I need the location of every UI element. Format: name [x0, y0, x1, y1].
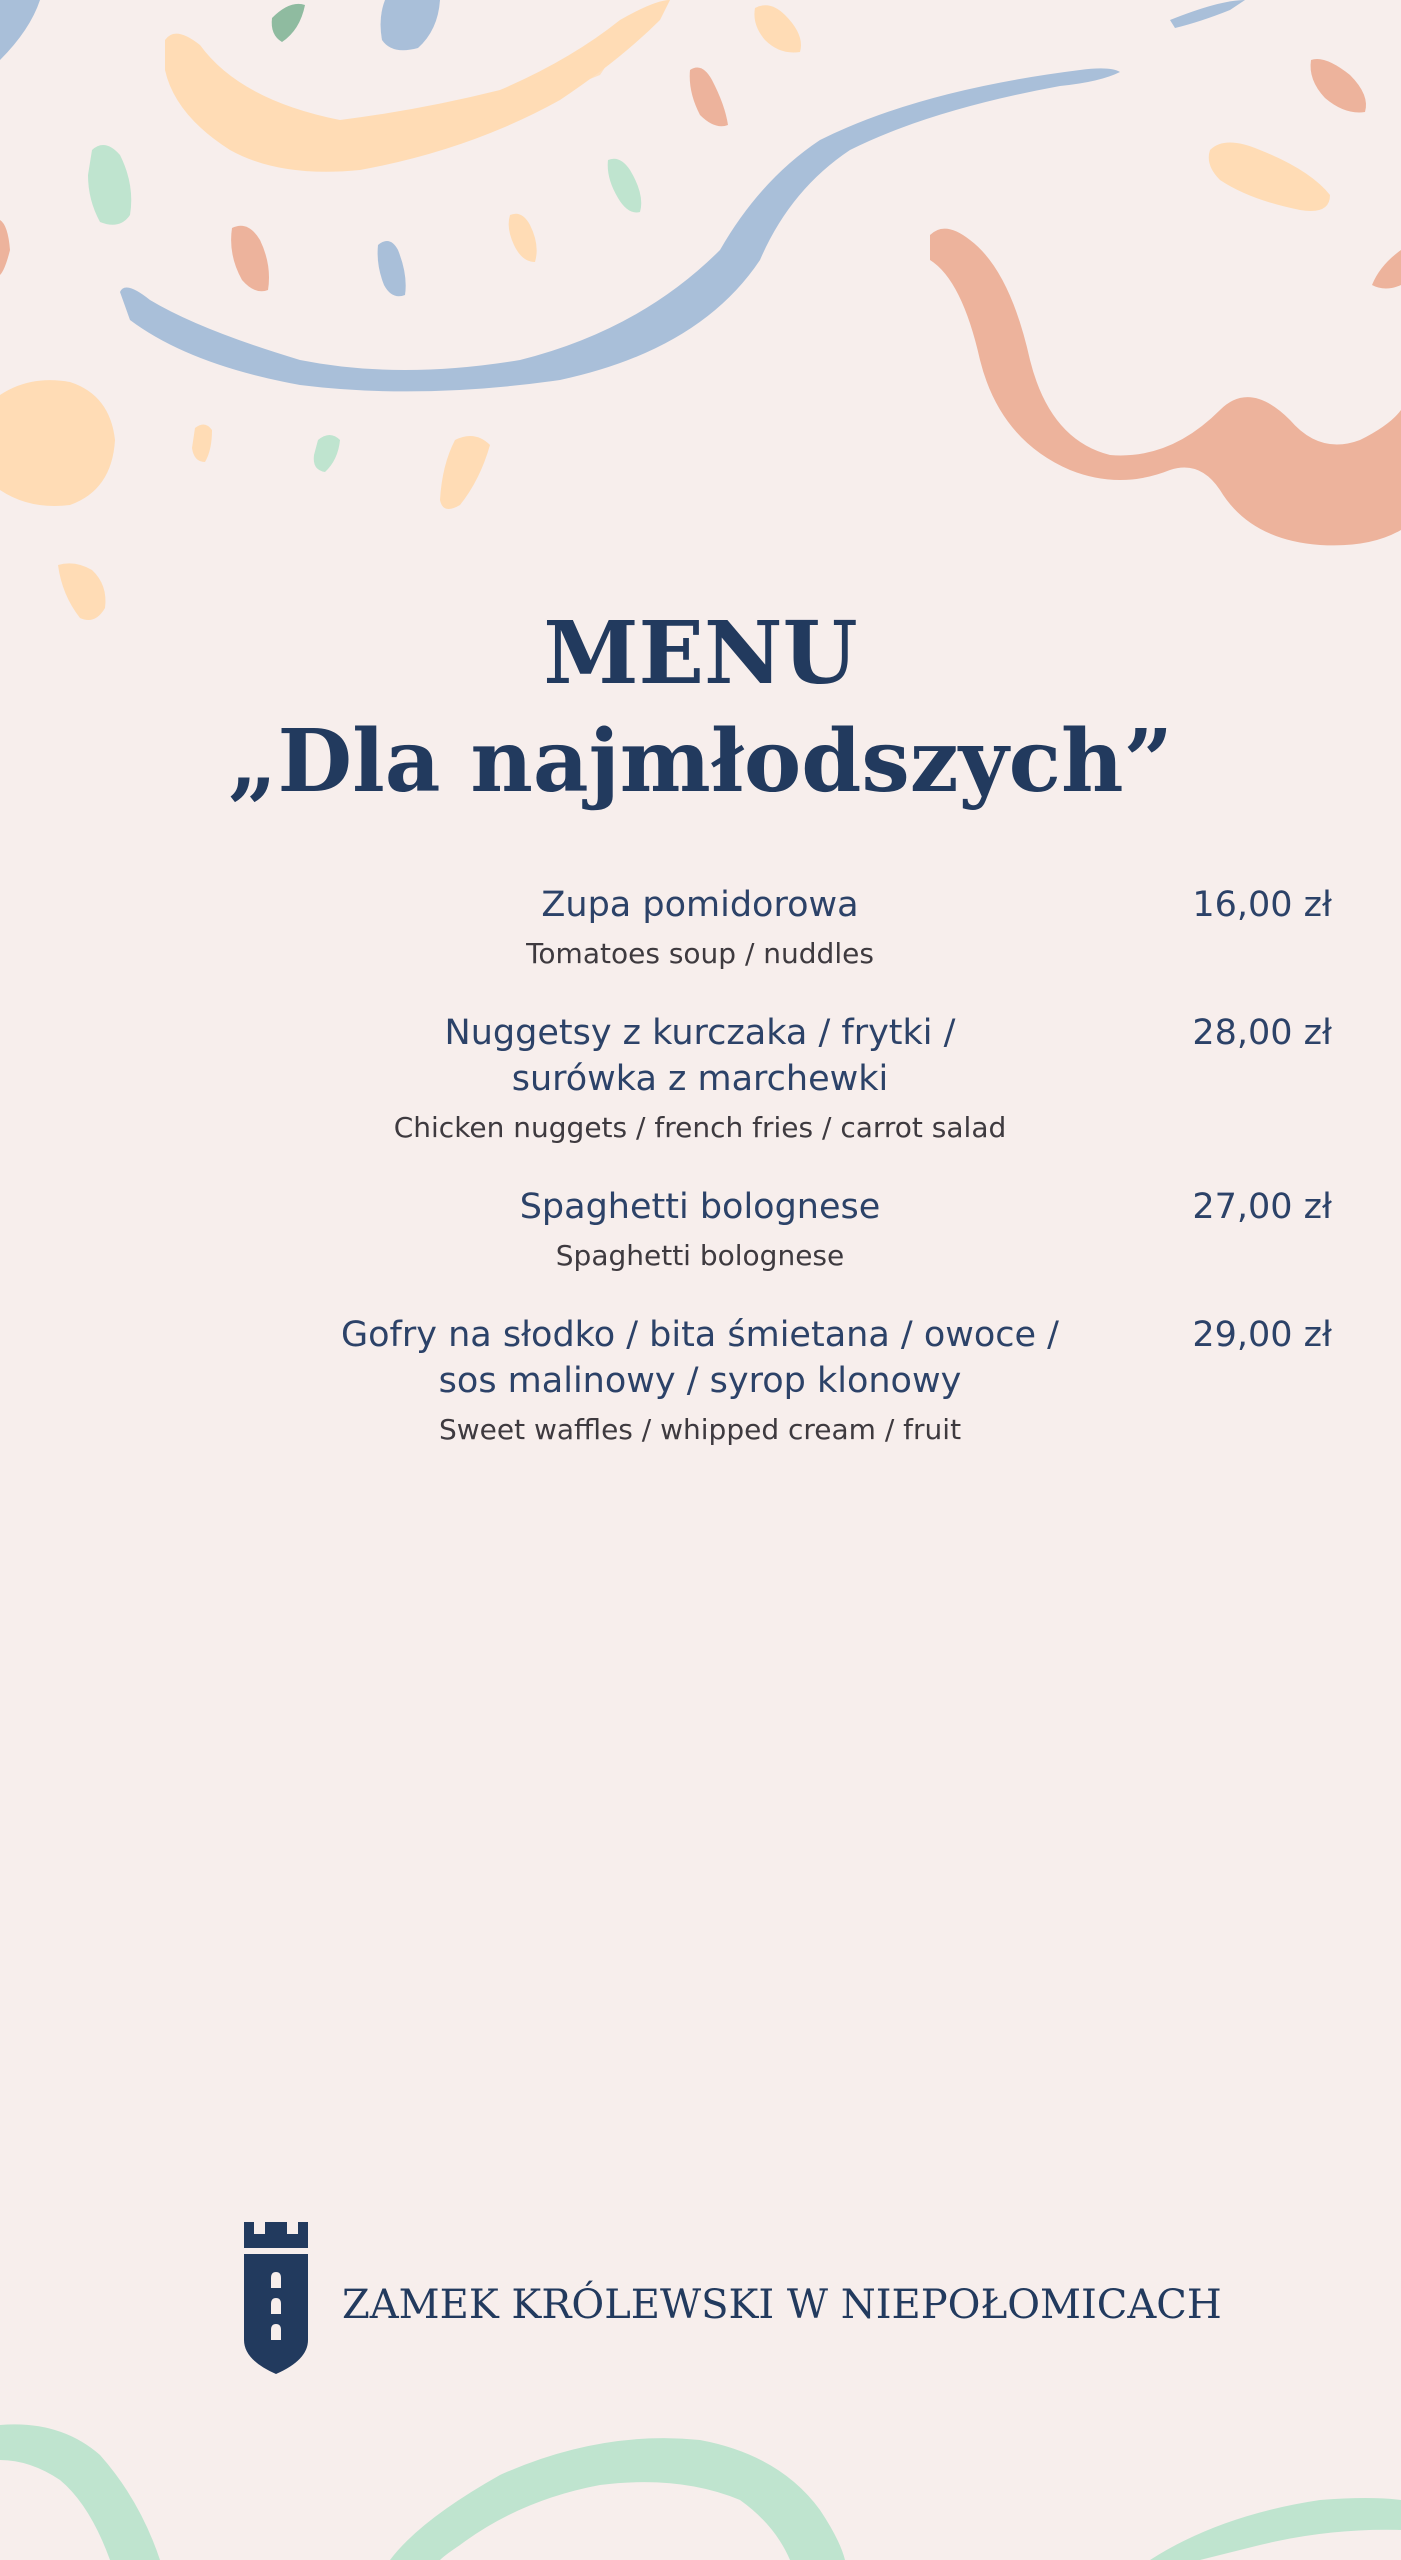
- menu-item-name: Gofry na słodko / bita śmietana / owoce /: [341, 1315, 1059, 1355]
- menu-item-price: 27,00 zł: [1192, 1187, 1332, 1227]
- menu-item-price: 28,00 zł: [1192, 1013, 1332, 1053]
- menu-item-price: 16,00 zł: [1192, 885, 1332, 925]
- menu-item-name-continued: surówka z marchewki: [511, 1059, 889, 1099]
- menu-item-price: 29,00 zł: [1192, 1315, 1332, 1355]
- menu-item-name-continued: sos malinowy / syrop klonowy: [438, 1361, 962, 1401]
- brand-name: ZAMEK KRÓLEWSKI W NIEPOŁOMICACH: [342, 2282, 1222, 2328]
- menu-item-description: Tomatoes soup / nuddles: [526, 937, 874, 970]
- menu-item-description: Chicken nuggets / french fries / carrot salad: [393, 1111, 1007, 1144]
- menu-item-name: Zupa pomidorowa: [541, 885, 859, 925]
- menu-item-description: Spaghetti bolognese: [555, 1239, 845, 1272]
- castle-tower-icon: [244, 2222, 308, 2374]
- menu-item-name: Nuggetsy z kurczaka / frytki /: [444, 1013, 956, 1053]
- menu-title: MENU: [543, 603, 858, 704]
- menu-item-description: Sweet waffles / whipped cream / fruit: [438, 1413, 962, 1446]
- menu-item-name: Spaghetti bolognese: [519, 1187, 881, 1227]
- menu-subtitle: „Dla najmłodszych”: [228, 711, 1173, 812]
